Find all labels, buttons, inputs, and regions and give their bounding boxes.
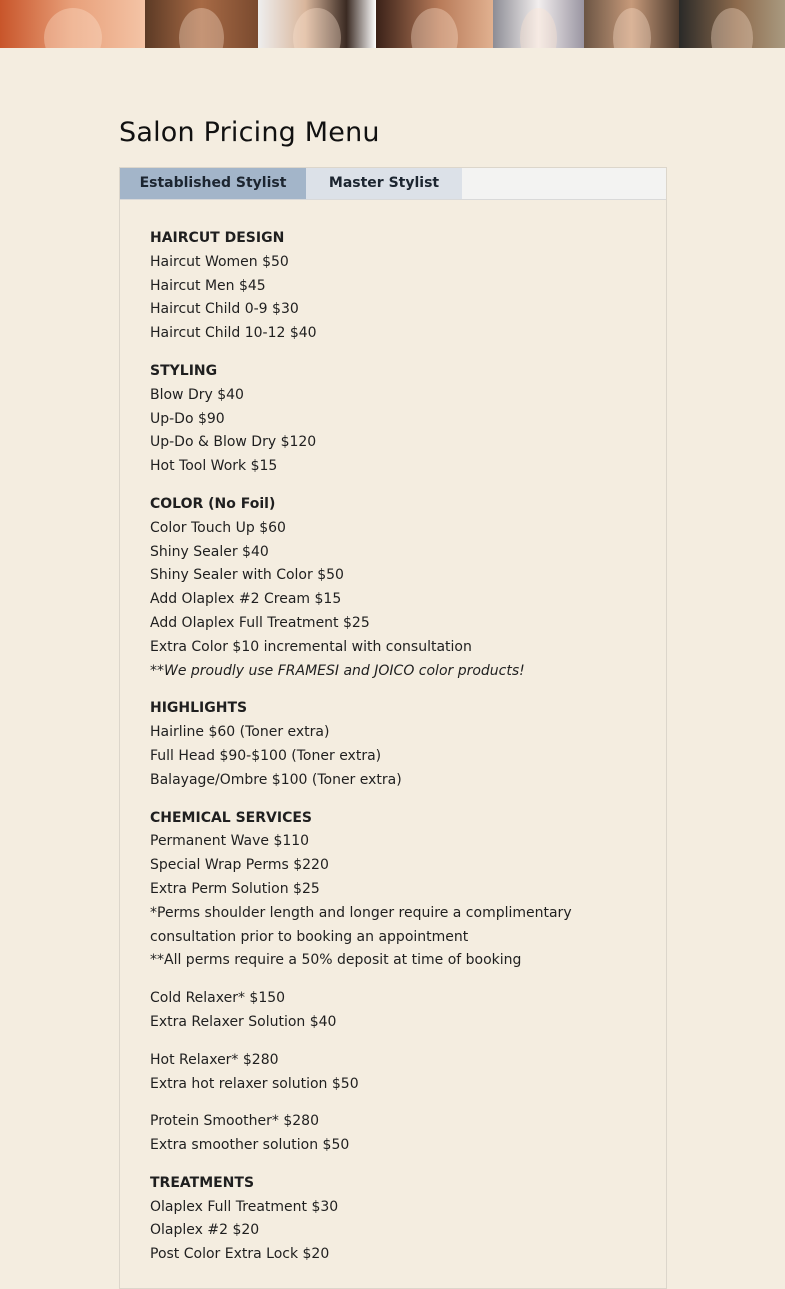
price-item: Extra Perm Solution $25	[150, 880, 320, 897]
price-item: Extra smoother solution $50	[150, 1137, 350, 1154]
banner-photo	[376, 0, 493, 48]
section-heading: HAIRCUT DESIGN	[150, 230, 285, 246]
price-item: Blow Dry $40	[150, 386, 244, 403]
price-section	[150, 493, 636, 683]
price-item: Cold Relaxer* $150	[150, 990, 286, 1007]
price-section	[150, 1172, 636, 1267]
banner-photo	[584, 0, 679, 48]
price-section	[150, 987, 636, 1035]
section-heading: CHEMICAL SERVICES	[150, 809, 312, 826]
price-item: Extra Color $10 incremental with consultation	[150, 638, 472, 655]
header-photo-banner	[0, 0, 785, 48]
price-item: Up-Do & Blow Dry $120	[150, 434, 317, 451]
price-item: Shiny Sealer with Color $50	[150, 567, 344, 584]
price-item: Special Wrap Perms $220	[150, 857, 329, 874]
price-item: Haircut Child 10-12 $40	[150, 325, 317, 342]
price-section	[150, 227, 636, 346]
banner-photo	[493, 0, 584, 48]
price-item: Post Color Extra Lock $20	[150, 1246, 330, 1263]
price-item: Balayage/Ombre $100 (Toner extra)	[150, 771, 402, 788]
price-item: Hot Relaxer* $280	[150, 1051, 279, 1068]
price-item: Hot Tool Work $15	[150, 458, 278, 475]
price-item: Permanent Wave $110	[150, 833, 310, 850]
section-heading: STYLING	[150, 362, 218, 379]
price-section	[150, 360, 636, 479]
price-item: Olaplex Full Treatment $30	[150, 1198, 339, 1215]
price-item: Extra Relaxer Solution $40	[150, 1013, 337, 1030]
banner-photo	[0, 0, 145, 48]
price-item: Extra hot relaxer solution $50	[150, 1075, 359, 1092]
price-item: Haircut Men $45	[150, 277, 266, 294]
price-item: Haircut Child 0-9 $30	[150, 301, 299, 318]
tab-master-stylist[interactable]: Master Stylist	[306, 168, 462, 199]
price-item: Protein Smoother* $280	[150, 1113, 319, 1130]
stylist-tabs	[120, 168, 666, 200]
banner-photo	[145, 0, 258, 48]
section-heading: COLOR (No Foil)	[150, 495, 276, 512]
price-item: Shiny Sealer $40	[150, 543, 269, 560]
price-item: Full Head $90-$100 (Toner extra)	[150, 747, 382, 764]
pricing-tab-panel	[119, 167, 667, 1289]
price-section	[150, 697, 636, 792]
price-item: Haircut Women $50	[150, 253, 289, 270]
section-note: **We proudly use FRAMESI and JOICO color products!	[150, 662, 525, 679]
section-heading: TREATMENTS	[150, 1174, 255, 1191]
banner-photo	[679, 0, 785, 48]
tab-established-stylist[interactable]: Established Stylist	[120, 168, 306, 199]
banner-photo	[258, 0, 376, 48]
price-item: Olaplex #2 $20	[150, 1222, 260, 1239]
price-item: Up-Do $90	[150, 410, 225, 427]
price-section	[150, 1110, 636, 1158]
price-item: Add Olaplex Full Treatment $25	[150, 614, 370, 631]
price-list	[120, 200, 666, 1267]
price-section	[150, 1049, 636, 1097]
price-item: Hairline $60 (Toner extra)	[150, 724, 330, 741]
price-item: Color Touch Up $60	[150, 519, 286, 536]
section-heading: HIGHLIGHTS	[150, 700, 248, 717]
price-item: *Perms shoulder length and longer require a complimentary	[150, 904, 572, 921]
price-item: Add Olaplex #2 Cream $15	[150, 591, 342, 608]
price-section	[150, 807, 636, 974]
page-title: Salon Pricing Menu	[119, 117, 380, 148]
price-item: consultation prior to booking an appointment	[150, 928, 469, 945]
price-item: **All perms require a 50% deposit at time of booking	[150, 952, 522, 969]
